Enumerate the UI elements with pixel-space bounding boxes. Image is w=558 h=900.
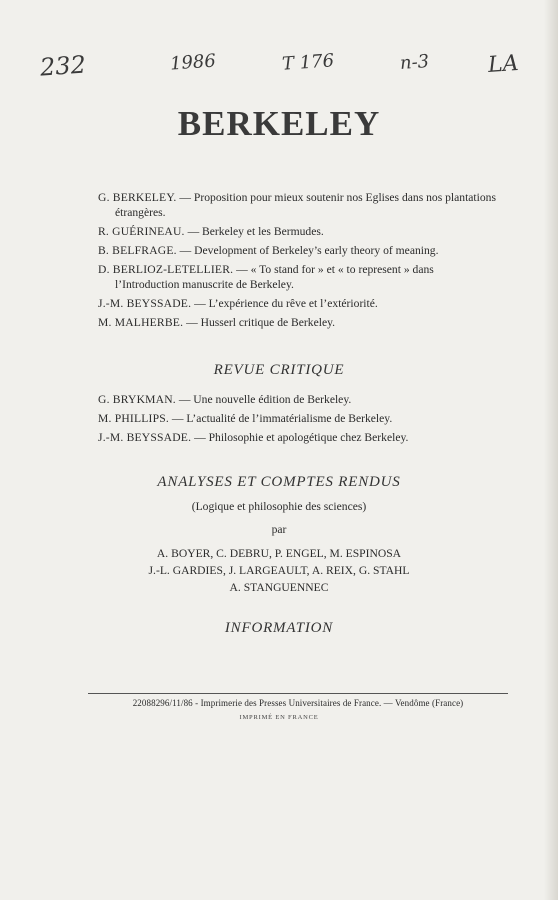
review-author: J.-M. BEYSSADE. [98, 431, 192, 444]
printed-in-line: IMPRIMÉ EN FRANCE [239, 714, 319, 721]
analyses-subtitle: (Logique et philosophie des sciences) [191, 500, 367, 513]
review-title: — Philosophie et apologétique chez Berkeley. [194, 431, 409, 444]
article-author: M. MALHERBE. [98, 316, 184, 329]
article-title: — L’expérience du rêve et l’extériorité. [194, 297, 378, 310]
printer-line: 22088296/11/86 - Imprimerie des Presses Universitaires de France. — Vendôme (France) [132, 698, 464, 708]
revue-critique-heading: REVUE CRITIQUE [213, 362, 345, 378]
article-entry [98, 190, 498, 220]
article-entry [98, 296, 498, 311]
article-author: R. GUÉRINEAU. [98, 225, 185, 238]
analyses-names-line-2: J.-L. GARDIES, J. LARGEAULT, A. REIX, G. STAHL [148, 564, 410, 577]
handwritten-note-volume: T 176 [281, 50, 335, 75]
handwritten-note-issue: n-3 [399, 51, 430, 74]
analyses-par: par [271, 523, 287, 536]
review-author: G. BRYKMAN. [98, 393, 176, 406]
review-title: — Une nouvelle édition de Berkeley. [178, 393, 352, 406]
article-author: B. BELFRAGE. [98, 244, 177, 257]
analyses-names-line-1: A. BOYER, C. DEBRU, P. ENGEL, M. ESPINOSA [156, 547, 402, 560]
handwritten-note-year: 1986 [169, 50, 217, 75]
page-title: BERKELEY [177, 104, 381, 143]
article-title: — Development of Berkeley’s early theory of meaning. [179, 244, 439, 257]
review-author: M. PHILLIPS. [98, 412, 170, 425]
handwritten-note-code: LA [487, 50, 520, 79]
review-title: — L’actualité de l’immatérialisme de Berkeley. [171, 412, 393, 425]
analyses-heading: ANALYSES ET COMPTES RENDUS [157, 474, 401, 490]
articles-list [98, 190, 498, 334]
article-author: J.-M. BEYSSADE. [98, 297, 192, 310]
footer-divider [88, 693, 508, 694]
article-title: — Husserl critique de Berkeley. [186, 316, 336, 329]
revue-critique-list [98, 392, 498, 449]
article-title: — Berkeley et les Bermudes. [187, 225, 324, 238]
analyses-names-line-3: A. STANGUENNEC [229, 581, 329, 594]
page-edge-shadow [544, 0, 558, 900]
article-title: — Proposition pour mieux soutenir nos Eglises dans nos plantations étrangères. [115, 191, 496, 219]
article-entry [98, 243, 498, 258]
article-title: — « To stand for » et « to represent » dans l’Introduction manuscrite de Berkeley. [115, 263, 434, 291]
article-entry [98, 262, 498, 292]
article-entry [98, 315, 498, 330]
review-entry [98, 392, 498, 407]
review-entry [98, 430, 498, 445]
information-heading: INFORMATION [224, 620, 334, 636]
article-author: G. BERKELEY. [98, 191, 177, 204]
handwritten-note-number: 232 [39, 50, 87, 82]
article-entry [98, 224, 498, 239]
review-entry [98, 411, 498, 426]
article-author: D. BERLIOZ-LETELLIER. [98, 263, 234, 276]
